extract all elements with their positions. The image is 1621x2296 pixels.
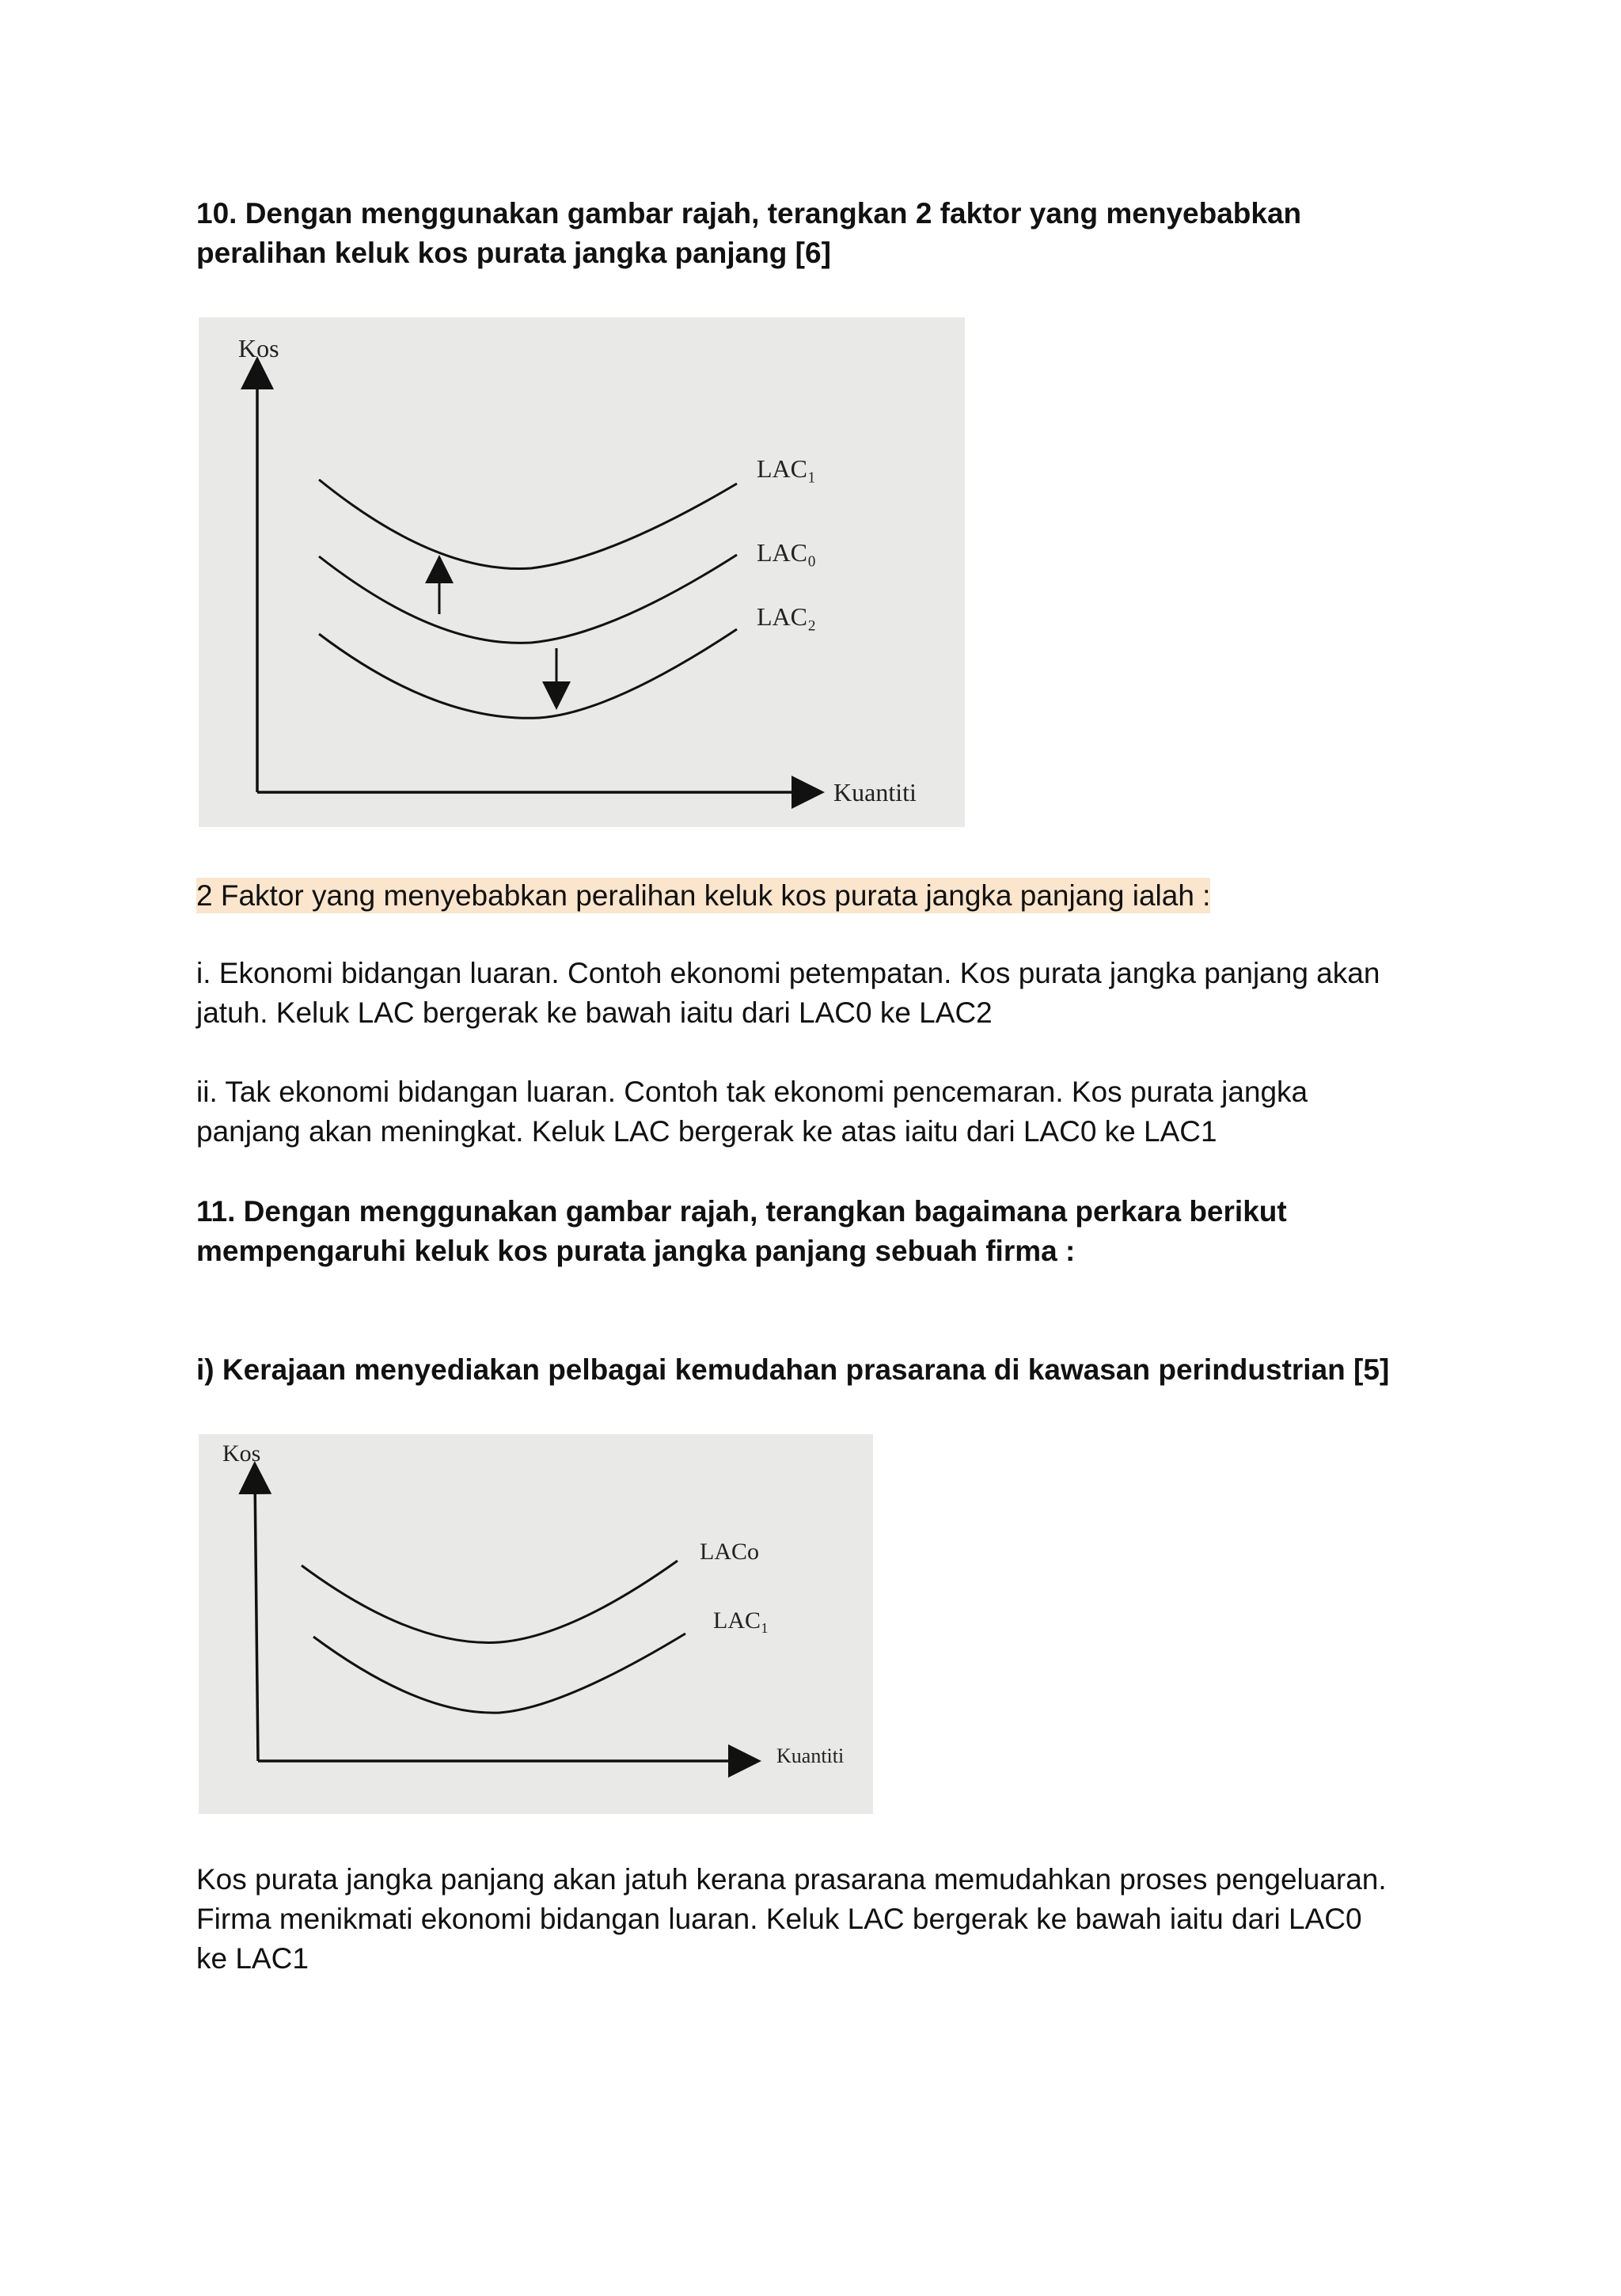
- answer-10-intro: [196, 876, 1447, 916]
- curve-lac1: [319, 480, 737, 569]
- question-10-title: [196, 194, 1431, 273]
- label-lac0: LACo: [700, 1539, 759, 1565]
- label-lac2: LAC₂: [757, 602, 817, 631]
- x-axis-label: Kuantiti: [833, 778, 917, 806]
- question-11-title-line1: 11. Dengan menggunakan gambar rajah, terangkan bagaimana perkara berikut: [196, 1195, 1287, 1228]
- y-axis-label: Kos: [238, 334, 279, 362]
- lac-infrastructure-diagram: [199, 1434, 873, 1814]
- figure-lac-infrastructure: [199, 1434, 873, 1814]
- answer-11-i: [196, 1860, 1447, 1979]
- figure-lac-shifts: [199, 317, 965, 827]
- label-lac1: LAC₁: [757, 454, 817, 483]
- question-11-sub-i: i) Kerajaan menyediakan pelbagai kemudahan prasarana di kawasan perindustrian [5]: [196, 1353, 1390, 1386]
- highlighted-intro: 2 Faktor yang menyebabkan peralihan keluk kos purata jangka panjang ialah :: [196, 879, 1211, 912]
- question-10-title-line1: 10. Dengan menggunakan gambar rajah, terangkan 2 faktor yang menyebabkan: [196, 197, 1302, 230]
- label-lac0: LAC₀: [757, 538, 817, 567]
- question-10-title-line2: peralihan keluk kos purata jangka panjang [6]: [196, 237, 831, 269]
- y-axis: [255, 1478, 258, 1761]
- answer-10-point-2: [196, 1072, 1447, 1152]
- label-lac1: LAC₁: [713, 1607, 769, 1634]
- point-1-line1: i. Ekonomi bidangan luaran. Contoh ekonomi petempatan. Kos purata jangka panjang akan: [196, 957, 1380, 989]
- question-11-title: [196, 1192, 1431, 1271]
- curve-lac0: [302, 1561, 678, 1642]
- point-2-line2: panjang akan meningkat. Keluk LAC bergerak ke atas iaitu dari LAC0 ke LAC1: [196, 1115, 1217, 1148]
- answer-10-point-1: [196, 954, 1447, 1033]
- answer-11-line2: Firma menikmati ekonomi bidangan luaran. Keluk LAC bergerak ke bawah iaitu dari LAC0: [196, 1903, 1362, 1935]
- question-11-title-line2: mempengaruhi keluk kos purata jangka panjang sebuah firma :: [196, 1235, 1076, 1267]
- x-axis-label: Kuantiti: [776, 1744, 845, 1767]
- lac-shift-diagram: [199, 317, 965, 827]
- point-1-line2: jatuh. Keluk LAC bergerak ke bawah iaitu dari LAC0 ke LAC2: [196, 996, 993, 1029]
- answer-11-line1: Kos purata jangka panjang akan jatuh kerana prasarana memudahkan proses pengeluaran.: [196, 1863, 1387, 1896]
- answer-11-line3: ke LAC1: [196, 1942, 309, 1975]
- y-axis-label: Kos: [222, 1440, 261, 1467]
- curve-lac1: [313, 1634, 685, 1713]
- point-2-line1: ii. Tak ekonomi bidangan luaran. Contoh tak ekonomi pencemaran. Kos purata jangka: [196, 1076, 1308, 1108]
